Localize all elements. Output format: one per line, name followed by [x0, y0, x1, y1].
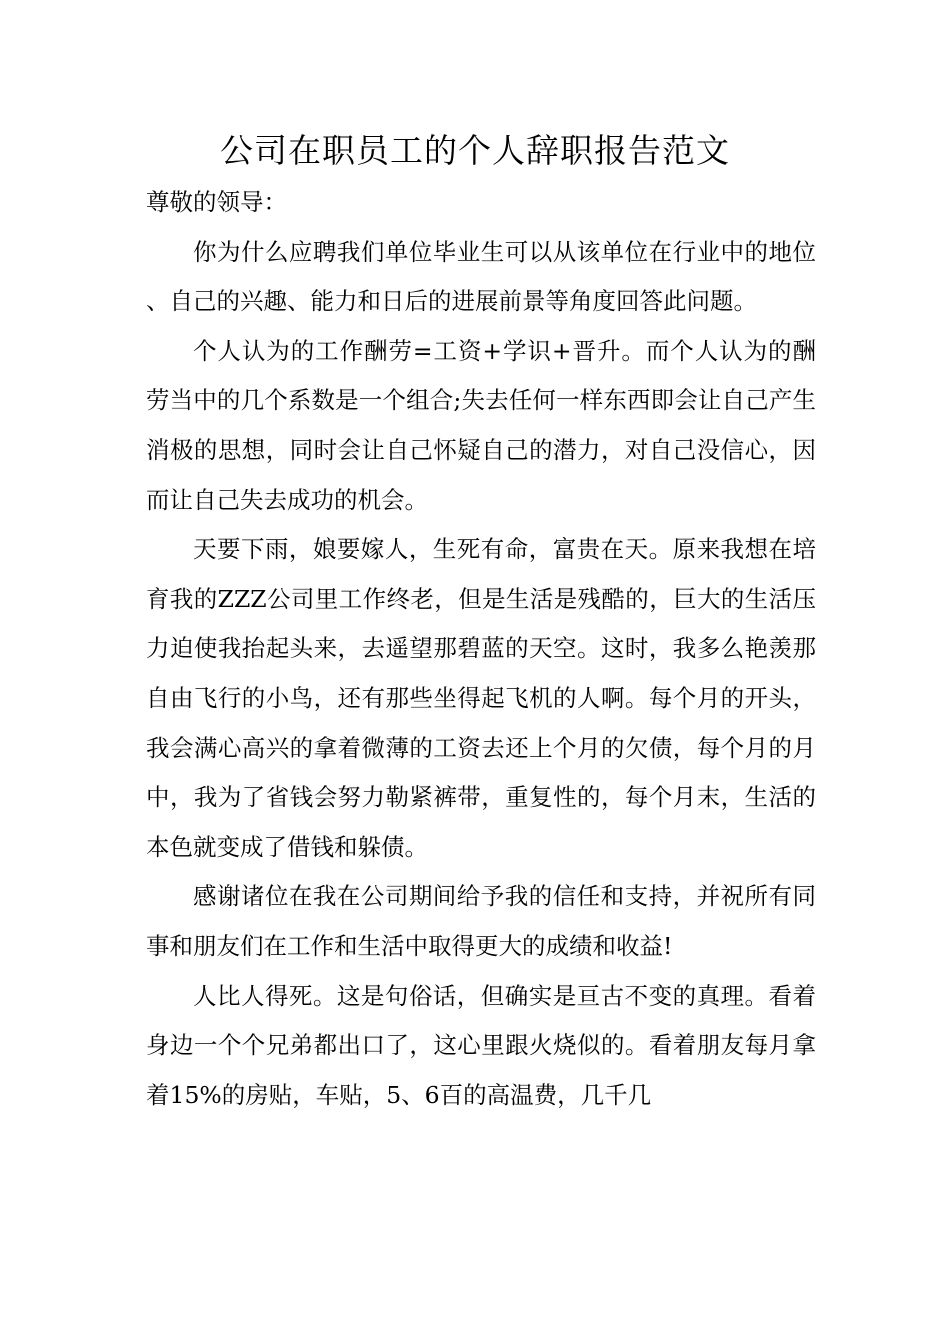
document-body [146, 178, 816, 1120]
paragraph-1: 你为什么应聘我们单位毕业生可以从该单位在行业中的地位、自己的兴趣、能力和日后的进展前景等角度回答此问题。 [146, 237, 816, 316]
paragraph-3: 天要下雨，娘要嫁人，生死有命，富贵在天。原来我想在培育我的ZZZ公司里工作终老，但是生活是残酷的，巨大的生活压力迫使我抬起头来，去遥望那碧蓝的天空。这时，我多么艳羡那自由飞行的小鸟，还有那些坐得起飞机的人啊。每个月的开头，我会满心高兴的拿着微薄的工资去还上个月的欠债，每个月的月中，我为了省钱会努力勒紧裤带，重复性的，每个月末，生活的本色就变成了借钱和躲债。 [146, 535, 816, 861]
salutation: 尊敬的领导： [146, 188, 287, 216]
paragraph-2: 个人认为的工作酬劳=工资+学识+晋升。而个人认为的酬劳当中的几个系数是一个组合;失去任何一样东西即会让自己产生消极的思想，同时会让自己怀疑自己的潜力，对自己没信心，因而让自己失去成功的机会。 [146, 336, 816, 514]
paragraph-5: 人比人得死。这是句俗话，但确实是亘古不变的真理。看着身边一个个兄弟都出口了，这心里跟火烧似的。看着朋友每月拿着15%的房贴，车贴，5、6百的高温费，几千几 [146, 981, 816, 1109]
document-title: 公司在职员工的个人辞职报告范文 [220, 131, 730, 170]
paragraph-4: 感谢诸位在我在公司期间给予我的信任和支持，并祝所有同事和朋友们在工作和生活中取得更大的成绩和收益! [146, 882, 816, 960]
